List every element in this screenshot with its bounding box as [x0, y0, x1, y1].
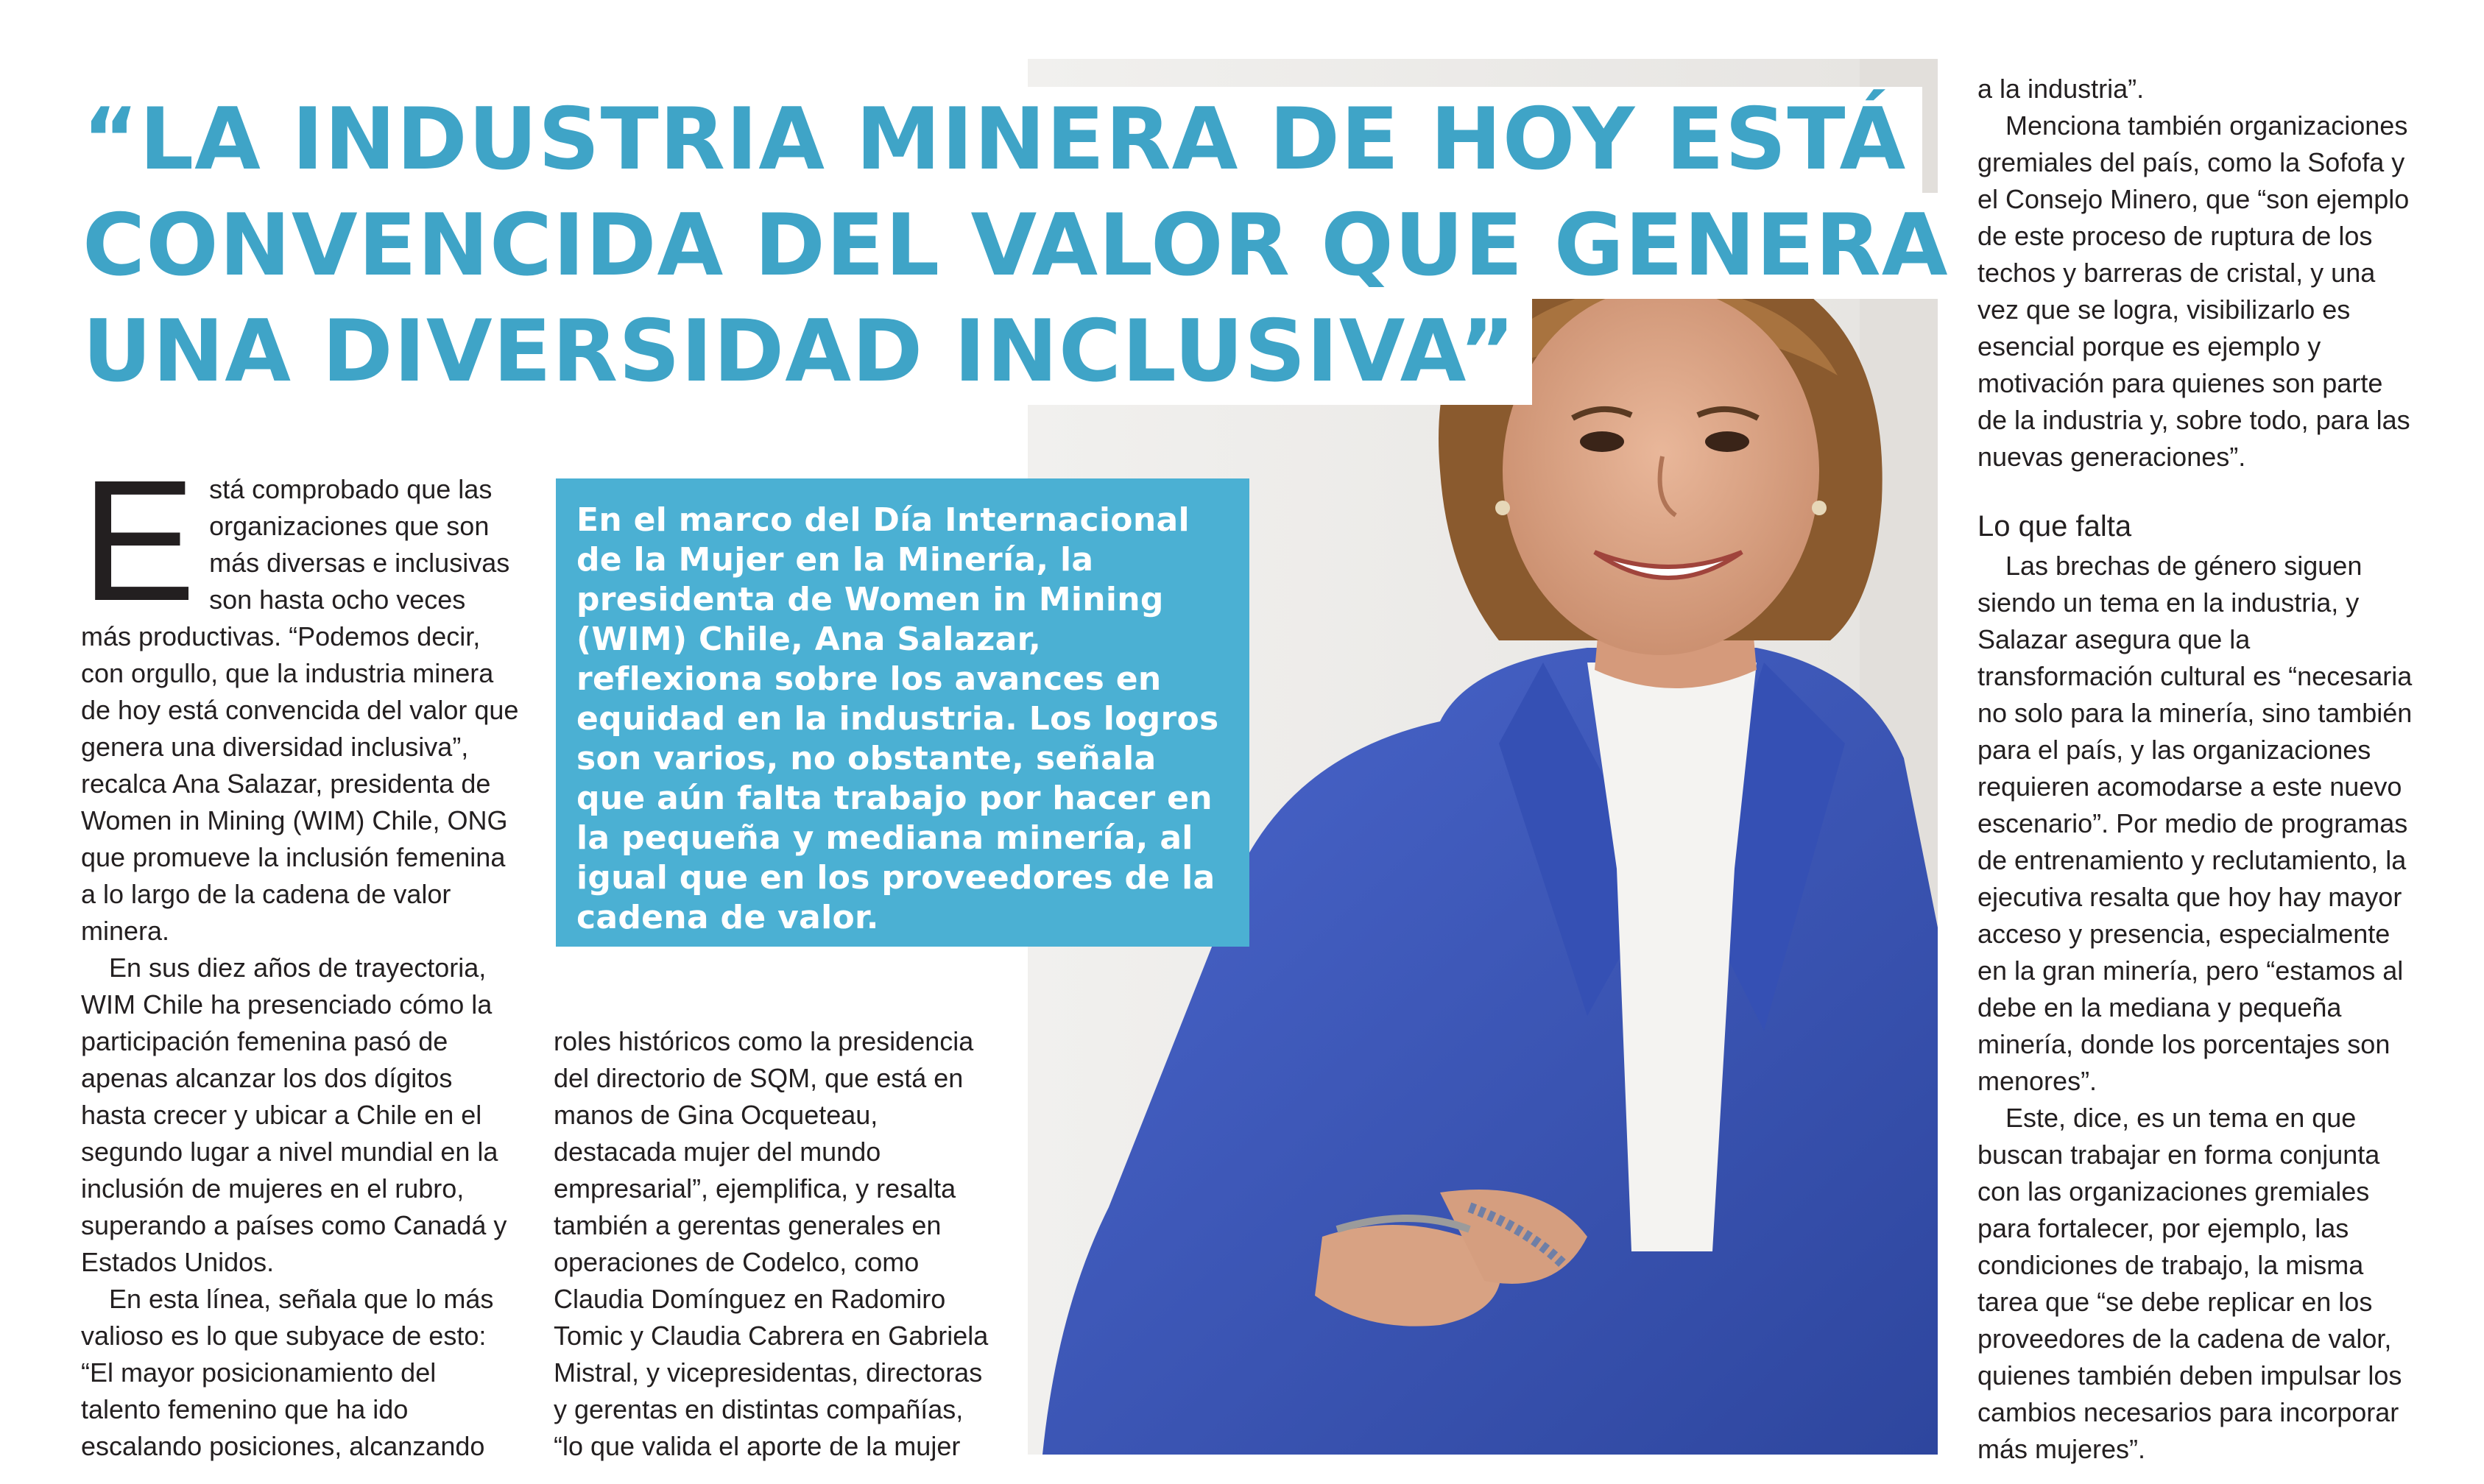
paragraph-2: En sus diez años de trayectoria, WIM Chile ha presenciado cómo la participación femenina pasó de apenas alcanzar los dos dígitos hasta crecer y ubicar a Chile en el segundo lugar a nivel mundial en la inclusión de mujeres en el rubro, superando a países como Canadá y Estados Unidos.	[81, 953, 507, 1277]
body-column-2	[554, 1023, 995, 1465]
section-subhead: Lo que falta	[1977, 510, 2132, 543]
article-deck-box	[556, 478, 1249, 975]
paragraph-3: En esta línea, señala que lo más valioso es lo que subyace de esto: “El mayor posicionamiento del talento femenino que ha ido escalando posiciones, alcanzando	[81, 1284, 494, 1461]
paragraph-8: Este, dice, es un tema en que buscan trabajar en forma conjunta con las organizaciones gremiales para fortalecer, por ejemplo, las condiciones de trabajo, la misma tarea que “se debe replicar en los proveedores de la cadena de valor, quienes también deben impulsar los cambios necesarios para incorporar más mujeres”.	[1977, 1103, 2402, 1464]
paragraph-1-text: stá comprobado que las organizaciones que son más diversas e inclusivas son hasta ocho veces más productivas. “Podemos decir, con orgullo, que la industria minera de hoy está convencida del valor que genera una diversidad inclusiva”, recalca Ana Salazar, presidenta de Women in Mining (WIM) Chile, ONG que promueve la inclusión femenina a lo largo de la cadena de valor minera.	[81, 474, 519, 946]
paragraph-5: a la industria”.	[1977, 74, 2145, 104]
byline: POR MACARENA PACULL M.	[576, 957, 841, 975]
headline-line-3: UNA DIVERSIDAD INCLUSIVA”	[80, 299, 1532, 405]
body-column-1	[81, 444, 523, 1465]
body-column-3	[1977, 71, 2419, 1468]
headline-line-1: “LA INDUSTRIA MINERA DE HOY ESTÁ	[80, 87, 1922, 193]
deck-text: En el marco del Día Internacional de la Mujer en la Minería, la presidenta de Women in Mining (WIM) Chile, Ana Salazar, reflexiona sobre los avances en equidad en la industria. Los logros son varios, no obstante, señala que aún falta trabajo por hacer en la pequeña y mediana minería, al igual que en los proveedores de la cadena de valor.	[576, 501, 1219, 936]
drop-cap: E	[81, 444, 197, 637]
paragraph-6: Menciona también organizaciones gremiales del país, como la Sofofa y el Consejo Minero, que “son ejemplo de este proceso de ruptura de los techos y barreras de cristal, y una vez que se logra, visibilizarlo es esencial porque es ejemplo y motivación para quienes son parte de la industria y, sobre todo, para las nuevas generaciones”.	[1977, 110, 2410, 472]
article-headline	[80, 87, 1965, 405]
headline-line-2: CONVENCIDA DEL VALOR QUE GENERA	[80, 193, 1965, 299]
paragraph-intro	[81, 444, 523, 950]
paragraph-4: roles históricos como la presidencia del directorio de SQM, que está en manos de Gina Ocqueteau, destacada mujer del mundo empresarial”, ejemplifica, y resalta también a gerentas generales en operaciones de Codelco, como Claudia Domínguez en Radomiro Tomic y Claudia Cabrera en Gabriela Mistral, y vicepresidentas, directoras y gerentas en distintas compañías, “lo que valida el aporte de la mujer	[554, 1026, 989, 1461]
paragraph-7: Las brechas de género siguen siendo un tema en la industria, y Salazar asegura que la transformación cultural es “necesaria no solo para la minería, sino también para el país, y las organizaciones requieren acomodarse a este nuevo escenario”. Por medio de programas de entrenamiento y reclutamiento, la ejecutiva resalta que hoy hay mayor acceso y presencia, especialmente en la gran minería, pero “estamos al debe en la mediana y pequeña minería, donde los porcentajes son menores”.	[1977, 551, 2413, 1096]
